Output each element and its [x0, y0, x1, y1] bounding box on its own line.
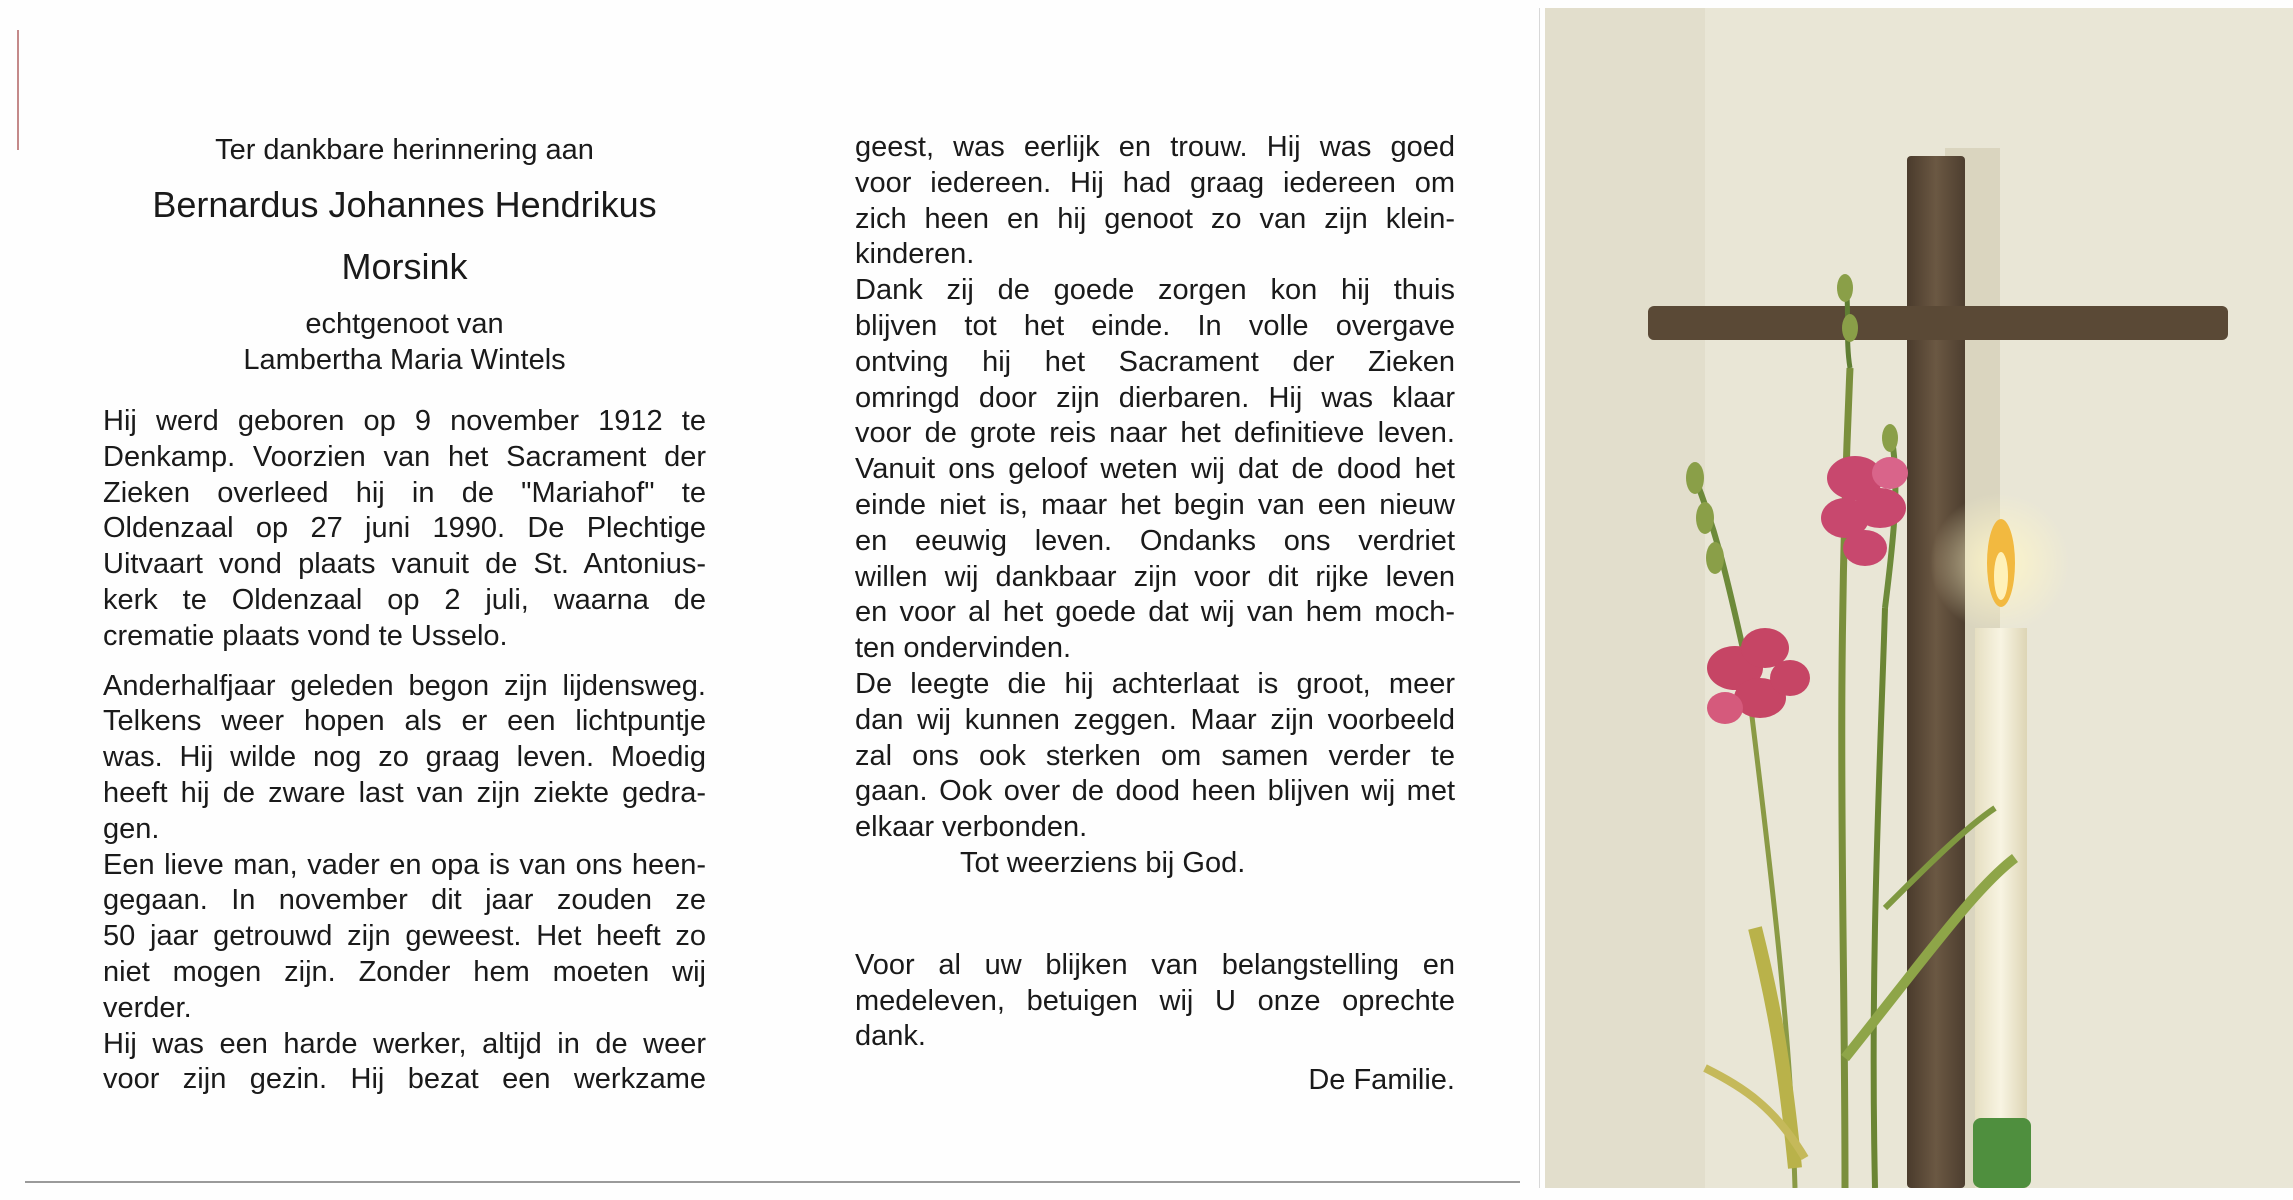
- text-line: Oldenzaal op 27 juni 1990. De Plechtige: [103, 512, 706, 545]
- paragraph-faith: [855, 452, 1455, 667]
- deceased-name-line2: Morsink: [341, 246, 468, 287]
- signature: De Familie.: [1308, 1064, 1455, 1097]
- text-line: verder.: [103, 991, 192, 1024]
- paragraph-care: [855, 273, 1455, 452]
- text-line: Zieken overleed hij in de "Mariahof" te: [103, 476, 706, 509]
- text-line: ten ondervinden.: [855, 632, 1072, 665]
- text-line: voor iedereen. Hij had graag iedereen om: [855, 166, 1455, 199]
- candle: [1975, 628, 2027, 1188]
- text-line: Hij werd geboren op 9 november 1912 te: [103, 405, 706, 437]
- cross-horizontal-beam: [1648, 306, 2228, 340]
- text-line: Voor al uw blijken van belangstelling en: [855, 948, 1455, 981]
- spouse-line2: Lambertha Maria Wintels: [243, 344, 566, 376]
- text-line: omringd door zijn dierbaren. Hij was klaar: [855, 381, 1455, 414]
- text-line: willen wij dankbaar zijn voor dit rijke leven: [855, 560, 1455, 593]
- text-line: en voor al het goede dat wij van hem moch-: [855, 596, 1455, 629]
- text-line: en eeuwig leven. Ondanks ons verdriet: [855, 524, 1455, 557]
- text-line: ontving hij het Sacrament der Zieken: [855, 345, 1455, 378]
- text-line: einde niet is, maar het begin van een nieuw: [855, 488, 1455, 521]
- deceased-name-line1: Bernardus Johannes Hendrikus: [152, 184, 657, 225]
- paragraph-character: [855, 130, 1455, 273]
- flame-core: [1994, 552, 2008, 600]
- text-line: De leegte die hij achterlaat is groot, meer: [855, 667, 1455, 700]
- text-line: crematie plaats vond te Usselo.: [103, 619, 508, 652]
- text-line: Dank zij de goede zorgen kon hij thuis: [855, 274, 1455, 307]
- text-line: Een lieve man, vader en opa is van ons heen-: [103, 848, 706, 881]
- text-line: blijven tot het einde. In volle overgave: [855, 309, 1455, 342]
- text-line: 50 jaar getrouwd zijn geweest. Het heeft zo: [103, 920, 706, 953]
- text-line: zal ons ook sterken om samen verder te: [855, 739, 1455, 772]
- fold-line: [1539, 8, 1540, 1188]
- paragraph-birth-death: [103, 404, 706, 655]
- text-line: gaan. Ook over de dood heen blijven wij met: [855, 775, 1455, 808]
- right-column: [855, 130, 1455, 1099]
- text-line: voor zijn gezin. Hij bezat een werkzame: [103, 1063, 706, 1096]
- text-line: Denkamp. Voorzien van het Sacrament der: [103, 440, 706, 473]
- text-line: voor de grote reis naar het definitieve leven.: [855, 417, 1455, 450]
- text-line: zich heen en hij genoot zo van zijn klein-: [855, 202, 1455, 235]
- text-line: was. Hij wilde nog zo graag leven. Moedig: [103, 741, 706, 774]
- wall-shadow: [1545, 8, 1705, 1188]
- text-line: niet mogen zijn. Zonder hem moeten wij: [103, 955, 706, 988]
- paragraph-thanks: [855, 948, 1455, 1055]
- text-line: gen.: [103, 812, 160, 845]
- text-line: kinderen.: [855, 238, 975, 271]
- photo-cross-flowers-candle: [1545, 8, 2293, 1188]
- paragraph-family: [103, 848, 706, 1027]
- text-line: geest, was eerlijk en trouw. Hij was goed: [855, 131, 1455, 163]
- text-line: gegaan. In november dit jaar zouden ze: [103, 884, 706, 917]
- intro-line: Ter dankbare herinnering aan: [215, 134, 594, 166]
- text-line: Anderhalfjaar geleden begon zijn lijdensweg.: [103, 669, 706, 702]
- text-line: elkaar verbonden.: [855, 811, 1088, 844]
- text-line: dan wij kunnen zeggen. Maar zijn voorbeeld: [855, 703, 1455, 736]
- text-line: medeleven, betuigen wij U onze oprechte: [855, 984, 1455, 1017]
- text-line: Uitvaart vond plaats vanuit de St. Antonius-: [103, 548, 706, 581]
- paragraph-worker: [103, 1027, 706, 1099]
- paragraph-legacy: [855, 667, 1455, 846]
- text-line: heeft hij de zware last van zijn ziekte gedra-: [103, 776, 706, 809]
- text-line: Hij was een harde werker, altijd in de weer: [103, 1027, 706, 1060]
- closing-line: Tot weerziens bij God.: [960, 846, 1246, 879]
- candle-holder: [1973, 1118, 2031, 1188]
- bottom-edge-line: [25, 1181, 1520, 1183]
- text-line: Telkens weer hopen als er een lichtpuntje: [103, 705, 706, 738]
- text-line: Vanuit ons geloof weten wij dat de dood het: [855, 453, 1455, 486]
- photo-illustration: [1545, 8, 2293, 1188]
- spouse-line1: echtgenoot van: [305, 308, 504, 340]
- left-column: [103, 120, 706, 1098]
- text-line: kerk te Oldenzaal op 2 juli, waarna de: [103, 583, 706, 616]
- paragraph-illness: [103, 669, 706, 848]
- left-edge-mark: [17, 30, 19, 150]
- text-line: dank.: [855, 1020, 926, 1053]
